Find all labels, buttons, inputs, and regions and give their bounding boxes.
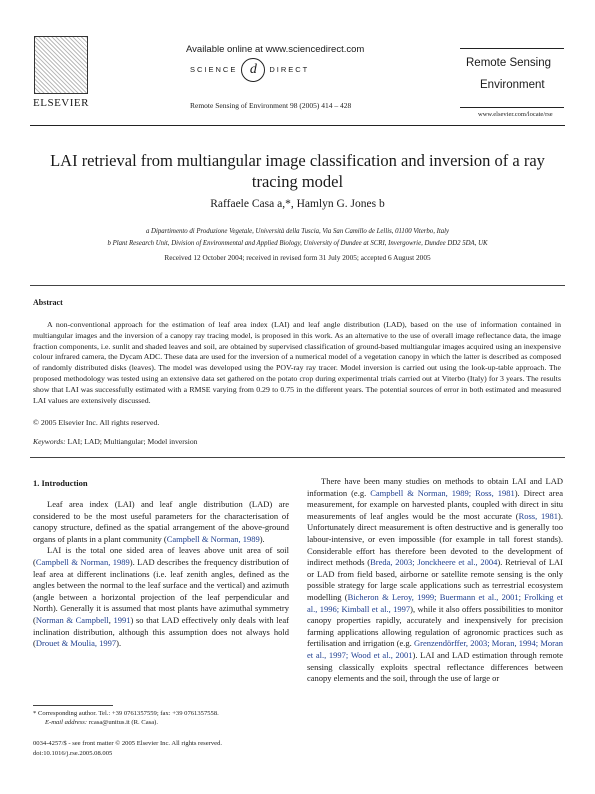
intro-paragraph-3: There have been many studies on methods to obtain LAI and LAD information (e.g. Campbell & Norman, 1989; Ross, 1981). Direct area measurement, for example on harvested plants, coupled with direct in situ measurements of leaf angles would be the most accurate (Ross, 1981). Unfortunately direct measurement is often destructive and is generally too labour-intensive, or even impossible (for example in tall forest stands). Considerable effort has therefore been devoted to the development of indirect methods (Breda, 2003; Jonckheere et al., 2004). Retrieval of LAI or LAD from field based, airborne or satellite remote sensing is the only possible strategy for large scale applications such as terrestrial ecosystem modelling (Bicheron & Leroy, 1999; Buermann et al., 2001; Frolking et al., 1996; Kimball et al., 1997), while it also offers possibilities to monitor canopy properties rapidly, accurately and inexpensively for precision farming applications allowing regulation of agronomic practices such as fertilisation and irrigation (e.g. Grenzendörffer, 2003; Moran, 1994; Moran et al., 1997; Wood et al., 2001). LAI and LAD estimation through remote sensing classically exploits spectral reflectance differences between canopy elements and the soil, through the use of large or bbox=[307, 476, 564, 684]
footnote-divider bbox=[33, 705, 113, 706]
corresponding-author: * Corresponding author. Tel.: +39 0761357559; fax: +39 0761357558. bbox=[33, 710, 219, 717]
footnote bbox=[33, 709, 293, 727]
left-column bbox=[33, 499, 289, 650]
journal-url[interactable]: www.elsevier.com/locate/rse bbox=[478, 111, 553, 118]
citation-link[interactable]: Campbell & Norman, 1989; Ross, 1981 bbox=[370, 487, 515, 498]
keywords-values: LAI; LAD; Multiangular; Model inversion bbox=[67, 437, 198, 446]
citation-link[interactable]: 1991 bbox=[113, 614, 131, 625]
abstract-body: A non-conventional approach for the estimation of leaf area index (LAI) and leaf angle distribution (LAD), based on the use of information contained in multiangular images and the inversion of a canopy ray tracing model, is proposed in this work. As an alternative to the use of overall image reflectance data, the image fraction components, i.e. sunlit and shaded leaves and soil, are obtained by supervised classification of ground-based multiangular images acquired using an inexpensive colour infrared camera, the Dycam ADC. These data are used for the inversion of a numerical model of a vegetation canopy in which the latter is described as composed of randomly distributed disks (leaves). The model was developed using the POV-ray ray tracer. Model inversion is carried out using the look-up-table approach. The proposed methodology was tested using an extensive data set gathered on the potato crop during experimental trials carried out at Viterbo (Italy) for 3 years. The results show that LAI was successfully estimated with a RMSE varying from 0.29 to 0.75 in the different years. The potential sources of error in both estimated and measured LAI values are extensively discussed. bbox=[33, 320, 561, 405]
intro-paragraph-2: LAI is the total one sided area of leaves above unit area of soil (Campbell & Norman, 1989). LAD describes the frequency distribution of leaf area at different inclinations (i.e. leaf zenith angles, defined as the angles between the normal to the leaf surface and the vertical) and azimuth (angle between a horizontal projection of the leaf perpendicular and North). Generally it is assumed that most plants have azimuthal symmetry (Norman & Campbell, 1991) so that LAD effectively only deals with leaf inclination distribution, although this assumption does not always hold (Drouet & Moulia, 1997). bbox=[33, 545, 290, 649]
journal-name-line1: Remote Sensing bbox=[466, 57, 552, 69]
citation-link[interactable]: Norman & Campbell bbox=[35, 614, 109, 625]
intro-paragraph-1: Leaf area index (LAI) and leaf angle distribution (LAD) are considered to be the most useful parameters for the characterisation of canopy structure, defined as the spatial arrangement of the above-ground organs of plants in a plant community (Campbell & Norman, 1989). bbox=[33, 499, 289, 544]
email-line: E-mail address: rcasa@unitus.it (R. Casa). bbox=[45, 719, 158, 726]
received-dates: Received 12 October 2004; received in revised form 31 July 2005; accepted 6 August 2005 bbox=[164, 253, 431, 262]
issn-doi bbox=[33, 739, 293, 758]
abstract-top-divider bbox=[30, 285, 565, 286]
citation-link[interactable]: Campbell & Norman, 1989 bbox=[166, 533, 260, 544]
keywords bbox=[33, 437, 197, 446]
abstract-heading: Abstract bbox=[33, 298, 63, 307]
issn-line: 0034-4257/$ - see front matter © 2005 Elsevier Inc. All rights reserved. bbox=[33, 740, 223, 747]
right-column bbox=[307, 476, 563, 685]
citation-link[interactable]: Bicheron & Leroy, 1999; Buermann et al., 2001; Frolking et al., 1996; Kimball et al., 1997 bbox=[307, 591, 563, 614]
publisher-name: ELSEVIER bbox=[33, 97, 89, 109]
affiliations bbox=[30, 226, 565, 250]
abstract-copyright: © 2005 Elsevier Inc. All rights reserved. bbox=[33, 418, 160, 427]
email-address[interactable]: rcasa@unitus.it (R. Casa). bbox=[88, 719, 158, 726]
affiliation-a: a Dipartimento di Produzione Vegetale, Università della Tuscia, Via San Camillo de Lellis, 01100 Viterbo, Italy bbox=[145, 228, 450, 235]
article-title: LAI retrieval from multiangular image classification and inversion of a ray tracing model bbox=[50, 151, 545, 191]
keywords-label: Keywords: bbox=[33, 437, 66, 446]
sd-left-text: SCIENCE bbox=[190, 64, 238, 74]
journal-name-line2: Environment bbox=[480, 79, 545, 91]
elsevier-tree-icon bbox=[34, 36, 88, 94]
citation-link[interactable]: Drouet & Moulia, 1997 bbox=[35, 638, 117, 649]
elsevier-logo bbox=[30, 36, 92, 112]
citation-link[interactable]: Grenzendörffer, 2003; Moran, 1994; Moran et al., 1997; Wood et al., 2001 bbox=[307, 638, 563, 660]
journal-reference: Remote Sensing of Environment 98 (2005) 414 – 428 bbox=[190, 101, 352, 110]
sd-mark-icon: d bbox=[241, 58, 265, 82]
sciencedirect-logo bbox=[190, 58, 309, 82]
section-heading-introduction: 1. Introduction bbox=[33, 478, 88, 488]
sd-right-text: DIRECT bbox=[269, 64, 310, 74]
available-online-text: Available online at www.sciencedirect.com bbox=[186, 44, 365, 55]
affiliation-b: b Plant Research Unit, Division of Environmental and Applied Biology, University of Dundee at SCRI, Invergowrie, Dundee DD2 5DA, UK bbox=[107, 240, 488, 247]
abstract-bottom-divider bbox=[30, 457, 565, 458]
journal-logo bbox=[460, 48, 564, 108]
doi-line[interactable]: doi:10.1016/j.rse.2005.08.005 bbox=[33, 749, 113, 757]
citation-link[interactable]: Campbell & Norman, 1989 bbox=[35, 556, 130, 567]
citation-link[interactable]: Breda, 2003; Jonckheere et al., 2004 bbox=[370, 557, 498, 568]
article-authors: Raffaele Casa a,*, Hamlyn G. Jones b bbox=[210, 198, 385, 210]
citation-link[interactable]: Ross, 1981 bbox=[518, 510, 559, 521]
header-divider bbox=[30, 125, 565, 126]
